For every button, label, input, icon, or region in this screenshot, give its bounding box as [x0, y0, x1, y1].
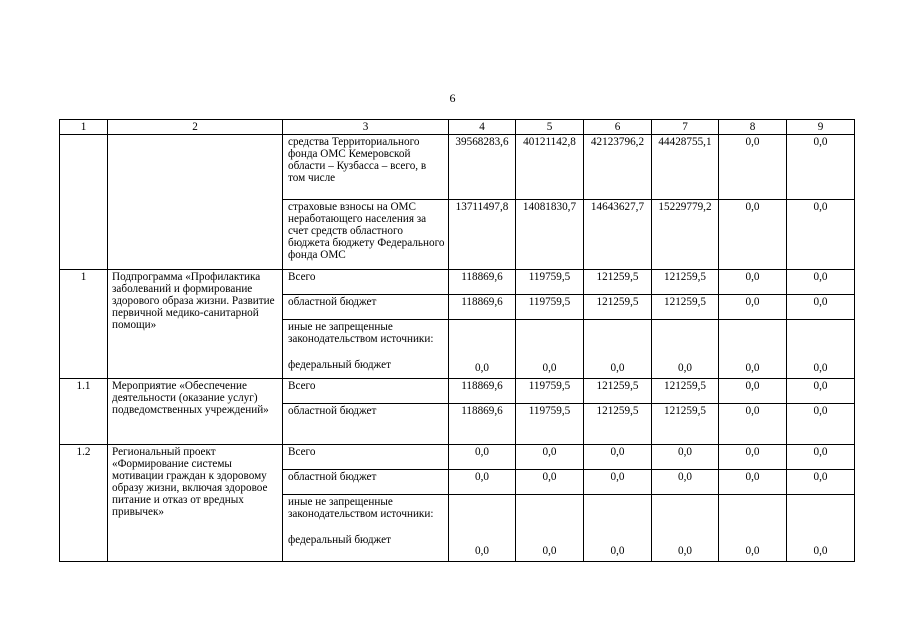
- value-cell: 121259,5: [584, 270, 652, 295]
- funding-source: областной бюджет: [283, 295, 449, 320]
- value-cell: 121259,5: [584, 404, 652, 445]
- value-cell: 118869,6: [449, 295, 516, 320]
- value-cell: 119759,5: [516, 270, 584, 295]
- funding-source: Всего: [283, 270, 449, 295]
- funding-source-label: иные не запрещенные законодательством источники:: [288, 321, 434, 345]
- value-cell: 0,0: [449, 470, 516, 495]
- table-row: [60, 270, 855, 295]
- row-code: 1.2: [60, 445, 108, 562]
- column-header: 6: [584, 120, 652, 135]
- row-name: Региональный проект «Формирование системы мотивации граждан к здоровому образу жизни, включая здоровое питание и отказ от вредных привычек»: [108, 445, 283, 562]
- header-row: [60, 120, 855, 135]
- value-cell: 0,0: [449, 320, 516, 379]
- value-cell: 118869,6: [449, 404, 516, 445]
- value-cell: 0,0: [516, 445, 584, 470]
- column-header: 2: [108, 120, 283, 135]
- value-cell: 0,0: [787, 320, 855, 379]
- row-code: [60, 135, 108, 270]
- value-cell: 39568283,6: [449, 135, 516, 200]
- funding-source: Всего: [283, 379, 449, 404]
- table-row: [60, 445, 855, 470]
- budget-table: [59, 119, 855, 562]
- value-cell: 0,0: [719, 495, 787, 562]
- value-cell: 0,0: [787, 270, 855, 295]
- value-cell: 0,0: [719, 135, 787, 200]
- value-cell: 0,0: [719, 379, 787, 404]
- value-cell: 0,0: [584, 320, 652, 379]
- value-cell: 0,0: [787, 379, 855, 404]
- page-number: 6: [449, 91, 456, 105]
- value-cell: 0,0: [516, 320, 584, 379]
- column-header: 1: [60, 120, 108, 135]
- value-cell: 13711497,8: [449, 200, 516, 270]
- value-cell: 0,0: [787, 404, 855, 445]
- value-cell: 0,0: [584, 470, 652, 495]
- value-cell: 121259,5: [652, 270, 719, 295]
- column-header: 3: [283, 120, 449, 135]
- funding-source-sub: федеральный бюджет: [288, 534, 391, 546]
- funding-source-label: иные не запрещенные законодательством источники:: [288, 496, 434, 520]
- value-cell: 0,0: [719, 445, 787, 470]
- value-cell: 121259,5: [584, 379, 652, 404]
- column-header: 5: [516, 120, 584, 135]
- value-cell: 0,0: [516, 470, 584, 495]
- value-cell: 0,0: [652, 320, 719, 379]
- value-cell: 121259,5: [652, 295, 719, 320]
- column-header: 9: [787, 120, 855, 135]
- column-header: 7: [652, 120, 719, 135]
- row-name: Подпрограмма «Профилактика заболеваний и формирование здорового образа жизни. Развитие первичной медико-санитарной помощи»: [108, 270, 283, 379]
- row-code: 1.1: [60, 379, 108, 445]
- value-cell: 0,0: [787, 200, 855, 270]
- value-cell: 42123796,2: [584, 135, 652, 200]
- value-cell: 0,0: [719, 470, 787, 495]
- value-cell: 0,0: [584, 495, 652, 562]
- value-cell: 0,0: [449, 445, 516, 470]
- column-header: 4: [449, 120, 516, 135]
- table-row: [60, 135, 855, 200]
- table-row: [60, 379, 855, 404]
- funding-source: Всего: [283, 445, 449, 470]
- value-cell: 121259,5: [584, 295, 652, 320]
- funding-source: [283, 495, 449, 562]
- value-cell: 40121142,8: [516, 135, 584, 200]
- funding-source: областной бюджет: [283, 404, 449, 445]
- value-cell: 0,0: [652, 470, 719, 495]
- value-cell: 0,0: [787, 135, 855, 200]
- value-cell: 0,0: [652, 495, 719, 562]
- value-cell: 118869,6: [449, 270, 516, 295]
- value-cell: 0,0: [719, 200, 787, 270]
- row-name: Мероприятие «Обеспечение деятельности (оказание услуг) подведомственных учреждений»: [108, 379, 283, 445]
- value-cell: 0,0: [652, 445, 719, 470]
- value-cell: 0,0: [449, 495, 516, 562]
- funding-source: областной бюджет: [283, 470, 449, 495]
- value-cell: 0,0: [787, 470, 855, 495]
- value-cell: 0,0: [584, 445, 652, 470]
- value-cell: 0,0: [787, 295, 855, 320]
- value-cell: 121259,5: [652, 404, 719, 445]
- value-cell: 118869,6: [449, 379, 516, 404]
- value-cell: 0,0: [787, 495, 855, 562]
- column-header: 8: [719, 120, 787, 135]
- value-cell: 44428755,1: [652, 135, 719, 200]
- value-cell: 14643627,7: [584, 200, 652, 270]
- value-cell: 119759,5: [516, 379, 584, 404]
- value-cell: 0,0: [787, 445, 855, 470]
- row-name: [108, 135, 283, 270]
- row-code: 1: [60, 270, 108, 379]
- value-cell: 119759,5: [516, 295, 584, 320]
- funding-source: [283, 320, 449, 379]
- value-cell: 0,0: [719, 404, 787, 445]
- funding-source: страховые взносы на ОМС неработающего населения за счет средств областного бюджета бюджету Федерального фонда ОМС: [283, 200, 449, 270]
- value-cell: 119759,5: [516, 404, 584, 445]
- value-cell: 14081830,7: [516, 200, 584, 270]
- value-cell: 15229779,2: [652, 200, 719, 270]
- funding-source-sub: федеральный бюджет: [288, 359, 391, 371]
- funding-source: средства Территориального фонда ОМС Кемеровской области – Кузбасса – всего, в том числе: [283, 135, 449, 200]
- value-cell: 121259,5: [652, 379, 719, 404]
- value-cell: 0,0: [719, 270, 787, 295]
- value-cell: 0,0: [516, 495, 584, 562]
- value-cell: 0,0: [719, 295, 787, 320]
- value-cell: 0,0: [719, 320, 787, 379]
